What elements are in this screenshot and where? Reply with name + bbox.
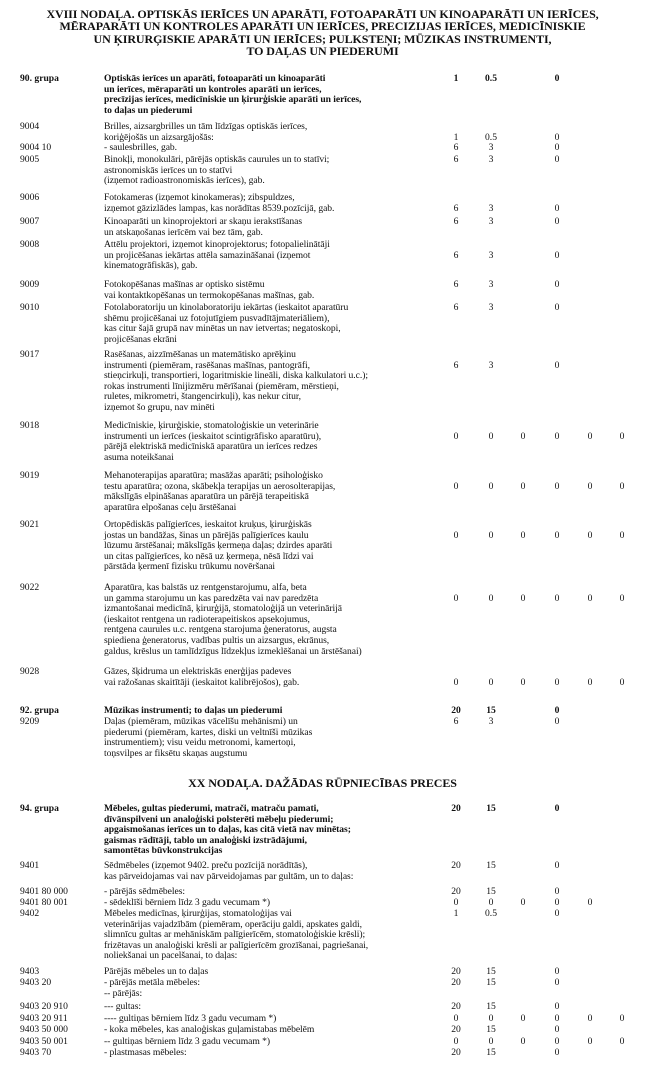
description-line: (izņemot radioastronomiskās ierīces), gab. (104, 175, 265, 187)
duty-rate-col-5: 0 (587, 1036, 593, 1047)
item-description (104, 155, 436, 187)
duty-rate-col-2: 0 (488, 676, 494, 688)
duty-rate-col-4: 0 (554, 977, 560, 988)
duty-rate-col-1: 20 (451, 860, 461, 871)
item-description (104, 240, 436, 272)
description-line: -- pārējās: (104, 988, 143, 999)
tariff-code: 9403 50 001 (20, 1036, 68, 1047)
item-description (104, 887, 436, 898)
duty-rate-col-1: 20 (451, 705, 461, 716)
description-line: Optiskās ierīces un aparāti, fotoaparāti un kinoaparāti (104, 73, 326, 84)
duty-rate-col-1: 20 (451, 1024, 461, 1035)
description-line: ---- gultiņas bērniem līdz 3 gadu vecumam *) (104, 1013, 277, 1024)
description-line: gaismas rādītāji, tablo un analoģiski izstrādājumi, (104, 834, 307, 846)
duty-rate-col-2: 3 (488, 359, 494, 371)
description-line: izņemot šo grupu, nav minēti (104, 401, 215, 413)
duty-rate-col-4: 0 (554, 73, 560, 84)
duty-rate-col-4: 0 (554, 480, 560, 492)
chapter-20-heading (10, 777, 635, 789)
duty-rate-col-1: 1 (453, 131, 459, 143)
description-line: - koka mēbeles, kas analoģiskas guļamistabas mēbelēm (104, 1024, 315, 1035)
description-line: Fotokopēšanas mašīnas ar optisko sistēmu (104, 279, 265, 290)
description-line: stieņcirkuļi, transportieri, logaritmiskie lineāli, diska kalkulatori u.c.); (104, 370, 368, 382)
item-description (104, 280, 436, 301)
duty-rate-col-6: 0 (619, 430, 625, 442)
description-line: instrumenti un ierīces (ieskaitot scintigrāfisko aparatūru), (104, 430, 322, 442)
duty-rate-col-4: 0 (554, 897, 560, 908)
duty-rate-col-2: 0 (488, 1013, 494, 1024)
description-line: kas citur šajā grupā nav minētas un nav ietvertas; negatoskopi, (104, 323, 341, 335)
heading-line: XX NODAĻA. DAŽĀDAS RŪPNIECĪBAS PRECES (188, 776, 457, 790)
duty-rate-col-1: 0 (453, 480, 459, 492)
description-line: aparatūra elpošanas ceļu ārstēšanai (104, 501, 237, 513)
duty-rate-col-1: 20 (451, 966, 461, 977)
tariff-code: 9028 (20, 666, 40, 677)
item-description (104, 1048, 436, 1059)
tariff-code: 9006 (20, 192, 40, 203)
duty-rate-col-4: 0 (554, 202, 560, 214)
tariff-code: 9403 20 911 (20, 1013, 68, 1024)
item-description (104, 1037, 436, 1048)
duty-rate-col-4: 0 (554, 705, 560, 716)
duty-rate-col-2: 15 (486, 977, 496, 988)
duty-rate-col-4: 0 (554, 886, 560, 897)
description-line: noliekšanai un pacelšanai, to daļas: (104, 950, 238, 962)
tariff-code: 9022 (20, 582, 40, 593)
duty-rate-col-4: 0 (554, 216, 560, 227)
tariff-code: 9017 (20, 349, 40, 360)
duty-rate-col-4: 0 (554, 279, 560, 290)
duty-rate-col-1: 0 (453, 1036, 459, 1047)
item-description (104, 122, 436, 143)
item-description (104, 967, 436, 978)
item-description (104, 989, 436, 1000)
duty-rate-col-6: 0 (619, 480, 625, 492)
duty-rate-col-4: 0 (554, 676, 560, 688)
tariff-code: 9403 50 000 (20, 1024, 68, 1035)
description-line: testu aparatūra; ozona, skābekļa terapijas un aerosolterapijas, (104, 480, 336, 492)
duty-rate-col-4: 0 (554, 430, 560, 442)
description-line: precīzijas ierīces, medicīniskie un ķirurģiskie aparāti un ierīces, (104, 94, 362, 106)
duty-rate-col-4: 0 (554, 716, 560, 727)
description-line: un ierīces, mēraparāti un kontroles aparāti un ierīces, (104, 83, 322, 95)
description-line: instrumentiem); visu veidu metronomi, kamertoņi, (104, 737, 296, 749)
duty-rate-col-1: 20 (451, 1047, 461, 1058)
description-line: lūzumu ārstēšanai; mākslīgās ķermeņa daļas; dzirdes aparāti (104, 540, 333, 552)
tariff-code: 92. grupa (20, 705, 59, 716)
duty-rate-col-2: 3 (488, 302, 494, 313)
duty-rate-col-1: 20 (451, 803, 461, 814)
description-line: Attēlu projektori, izņemot kinoprojektorus; fotopalielinātāji (104, 239, 330, 250)
description-line: samontētas būvkonstrukcijas (104, 845, 223, 857)
item-description (104, 1014, 436, 1025)
item-description (104, 667, 436, 688)
tariff-code: 9403 (20, 966, 40, 977)
duty-rate-col-5: 0 (587, 592, 593, 604)
duty-rate-col-4: 0 (554, 803, 560, 814)
duty-rate-col-4: 0 (554, 154, 560, 165)
item-description (104, 804, 436, 857)
duty-rate-col-1: 6 (453, 249, 459, 261)
tariff-code: 9009 (20, 279, 40, 290)
description-line: to daļas un piederumi (104, 104, 193, 116)
tariff-code: 94. grupa (20, 803, 59, 814)
duty-rate-col-1: 1 (453, 908, 459, 919)
tariff-code: 9004 (20, 121, 40, 132)
item-description (104, 1025, 436, 1036)
item-description (104, 706, 436, 717)
duty-rate-col-2: 3 (488, 249, 494, 261)
duty-rate-col-2: 3 (488, 279, 494, 290)
duty-rate-col-1: 20 (451, 886, 461, 897)
duty-rate-col-3: 0 (520, 1013, 526, 1024)
chapter-18-heading (10, 8, 635, 58)
duty-rate-col-5: 0 (587, 897, 593, 908)
duty-rate-col-2: 3 (488, 142, 494, 153)
duty-rate-col-3: 0 (520, 529, 526, 541)
tariff-code: 9019 (20, 470, 40, 481)
duty-rate-col-4: 0 (554, 1024, 560, 1035)
description-line: Kinoaparāti un kinoprojektori ar skaņu ierakstīšanas (104, 216, 303, 227)
duty-rate-col-3: 0 (520, 676, 526, 688)
duty-rate-col-2: 15 (486, 803, 496, 814)
description-line: Mēbeles, gultas piederumi, matrači, matraču pamati, (104, 803, 319, 814)
description-line: rokas instrumenti līnijizmēru mērīšanai (piemēram, mērstieņi, (104, 380, 339, 392)
description-line: kinematogrāfiskās), gab. (104, 260, 198, 272)
description-line: un atskaņošanas ierīcēm vai bez tām, gab. (104, 226, 263, 238)
description-line: un gamma starojumu un kas paredzēta vai nav paredzēta (104, 592, 319, 604)
item-description (104, 520, 436, 573)
tariff-code: 9401 (20, 860, 40, 871)
description-line: - pārējās metāla mēbeles: (104, 977, 200, 988)
description-line: veterinārijas vajadzībām (piemēram, operāciju galdi, apskates galdi, (104, 918, 362, 930)
description-line: Medicīniskie, ķirurģiskie, stomatoloģiskie un veterinārie (104, 420, 319, 431)
tariff-code: 9018 (20, 420, 40, 431)
description-line: instrumenti (piemēram, rasēšanas mašīnas, pantogrāfi, (104, 359, 310, 371)
duty-rate-col-2: 0 (488, 897, 494, 908)
duty-rate-col-5: 0 (587, 480, 593, 492)
description-line: piederumi (piemēram, kartes, diski un veltnīši mūzikas (104, 726, 313, 738)
duty-rate-col-4: 0 (554, 1001, 560, 1012)
duty-rate-col-4: 0 (554, 908, 560, 919)
duty-rate-col-5: 0 (587, 430, 593, 442)
description-line: koriģējošās un aizsargājošās: (104, 131, 214, 143)
description-line: Aparatūra, kas balstās uz rentgenstarojumu, alfa, beta (104, 582, 307, 593)
description-line: kas pārveidojamas vai nav pārveidojamas par gultām, un to daļas: (104, 870, 354, 882)
duty-rate-col-1: 0 (453, 1013, 459, 1024)
duty-rate-col-3: 0 (520, 480, 526, 492)
description-line: frizētavas un analoģiski krēsli ar palīgierīcēm grozīšanai, pagriešanai, (104, 939, 369, 951)
duty-rate-col-5: 0 (587, 676, 593, 688)
duty-rate-col-2: 0 (488, 592, 494, 604)
item-description (104, 303, 436, 345)
duty-rate-col-2: 15 (486, 1024, 496, 1035)
duty-rate-col-1: 6 (453, 154, 459, 165)
duty-rate-col-4: 0 (554, 1047, 560, 1058)
description-line: un citas palīgierīces, ko nēsā uz ķermeņa, nēsā līdzi vai (104, 550, 314, 562)
duty-rate-col-1: 0 (453, 676, 459, 688)
description-line: Mēbeles medicīnas, ķirurģijas, stomatoloģijas vai (104, 908, 292, 919)
description-line: Brilles, aizsargbrilles un tām līdzīgas optiskās ierīces, (104, 121, 308, 132)
duty-rate-col-1: 6 (453, 302, 459, 313)
description-line: --- gultas: (104, 1001, 142, 1012)
description-line: shēmu projicēšanai uz fotojutīgiem pusvadītājmateriāliem), (104, 312, 330, 324)
item-description (104, 583, 436, 657)
description-line: Rasēšanas, aizzīmēšanas un matemātisko aprēķinu (104, 349, 296, 360)
duty-rate-col-2: 15 (486, 705, 496, 716)
description-line: Mūzikas instrumenti; to daļas un piederumi (104, 705, 283, 716)
description-line: rentgena caurules u.c. rentgena starojuma ģeneratorus, augsta (104, 624, 337, 636)
duty-rate-col-1: 6 (453, 716, 459, 727)
duty-rate-col-2: 15 (486, 860, 496, 871)
description-line: projicēšanas ekrāni (104, 333, 177, 345)
duty-rate-col-2: 0 (488, 529, 494, 541)
duty-rate-col-4: 0 (554, 529, 560, 541)
description-line: apgaismošanas ierīces un to daļas, kas citā vietā nav minētas; (104, 824, 351, 836)
description-line: -- gultiņas bērniem līdz 3 gadu vecumam *) (104, 1036, 271, 1047)
duty-rate-col-2: 0.5 (485, 73, 497, 84)
duty-rate-col-5: 0 (587, 1013, 593, 1024)
duty-rate-col-2: 3 (488, 216, 494, 227)
duty-rate-col-1: 0 (453, 529, 459, 541)
tariff-code: 9007 (20, 216, 40, 227)
description-line: mākslīgās elpināšanas aparatūra un pārējā terapeitiskā (104, 491, 309, 503)
tariff-code: 9005 (20, 154, 40, 165)
description-line: izņemot gāzizlādes lampas, kas norādītas 8539.pozīcijā, gab. (104, 202, 335, 214)
description-line: Fotolaboratoriju un kinolaboratoriju iekārtas (ieskaitot aparatūru (104, 302, 349, 313)
item-description (104, 74, 436, 116)
heading-line: MĒRAPARĀTI UN KONTROLES APARĀTI UN IERĪCES, PRECIZIJAS IERĪCES, MEDICĪNISKIE (59, 19, 586, 34)
duty-rate-col-4: 0 (554, 966, 560, 977)
description-line: Binokļi, monokulāri, pārējās optiskās caurules un to statīvi; (104, 154, 330, 165)
duty-rate-col-2: 0 (488, 1036, 494, 1047)
item-description (104, 471, 436, 513)
heading-line: UN ĶIRURĢISKIE APARĀTI UN IERĪCES; PULKSTEŅI; MŪZIKAS INSTRUMENTI, (93, 31, 552, 46)
duty-rate-col-3: 0 (520, 897, 526, 908)
description-line: - sēdeklīši bērniem līdz 3 gadu vecumam *) (104, 897, 271, 908)
tariff-code: 9209 (20, 716, 40, 727)
duty-rate-col-1: 0 (453, 592, 459, 604)
duty-rate-col-2: 0.5 (485, 908, 497, 919)
description-line: izmantošanai medicīnā, ķirurģijā, stomatoloģijā un veterinārijā (104, 603, 342, 615)
duty-rate-col-1: 20 (451, 1001, 461, 1012)
item-description (104, 350, 436, 414)
tariff-code: 9401 80 001 (20, 897, 68, 908)
description-line: jostas un bandāžas, šinas un pārējās palīgierīces kaulu (104, 529, 309, 541)
duty-rate-col-4: 0 (554, 131, 560, 143)
description-line: vai kontaktkopēšanas un termokopēšanas mašīnas, gab. (104, 289, 315, 301)
description-line: ruletes, mikrometri, štangencirkuļi), kas nekur citur, (104, 391, 301, 403)
duty-rate-col-6: 0 (619, 1036, 625, 1047)
duty-rate-col-1: 20 (451, 977, 461, 988)
duty-rate-col-3: 0 (520, 592, 526, 604)
duty-rate-col-4: 0 (554, 592, 560, 604)
duty-rate-col-4: 0 (554, 249, 560, 261)
description-line: toņsvilpes ar fiksētu skaņas augstumu (104, 747, 248, 759)
duty-rate-col-3: 0 (520, 430, 526, 442)
item-description (104, 143, 436, 154)
duty-rate-col-2: 0 (488, 430, 494, 442)
item-description (104, 217, 436, 238)
description-line: Sēdmēbeles (izņemot 9402. preču pozīcijā norādītās), (104, 860, 308, 871)
duty-rate-col-2: 15 (486, 886, 496, 897)
description-line: astronomiskās ierīces un to statīvi (104, 164, 233, 176)
description-line: spiediena ģeneratorus, vadības pultis un aizsargus, ekrānus, (104, 634, 330, 646)
description-line: Ortopēdiskās palīgierīces, ieskaitot kruķus, ķirurģiskās (104, 519, 312, 530)
description-line: Gāzes, šķidruma un elektriskās enerģijas padeves (104, 666, 292, 677)
duty-rate-col-6: 0 (619, 676, 625, 688)
duty-rate-col-4: 0 (554, 142, 560, 153)
heading-line: TO DAĻAS UN PIEDERUMI (246, 44, 399, 59)
duty-rate-col-1: 6 (453, 142, 459, 153)
duty-rate-col-1: 0 (453, 430, 459, 442)
description-line: Mehanoterapijas aparatūra; masāžas aparāti; psiholoģisko (104, 470, 323, 481)
tariff-code: 9010 (20, 302, 40, 313)
tariff-code: 9401 80 000 (20, 886, 68, 897)
duty-rate-col-1: 6 (453, 216, 459, 227)
duty-rate-col-2: 3 (488, 154, 494, 165)
duty-rate-col-6: 0 (619, 1013, 625, 1024)
description-line: galdus, krēslus un tamlīdzīgus līdzekļus izmeklēšanai un ārstēšanai) (104, 645, 362, 657)
duty-rate-col-1: 0 (453, 897, 459, 908)
duty-rate-col-2: 15 (486, 1047, 496, 1058)
tariff-code: 9403 20 910 (20, 1001, 68, 1012)
tariff-code: 9403 20 (20, 977, 52, 988)
item-description (104, 1002, 436, 1013)
duty-rate-col-2: 3 (488, 716, 494, 727)
item-description (104, 193, 436, 214)
duty-rate-col-4: 0 (554, 860, 560, 871)
tariff-code: 9008 (20, 239, 40, 250)
item-description (104, 978, 436, 989)
tariff-code: 90. grupa (20, 73, 59, 84)
tariff-code: 9021 (20, 519, 40, 530)
duty-rate-col-2: 15 (486, 966, 496, 977)
description-line: - pārējās sēdmēbeles: (104, 886, 185, 897)
duty-rate-col-1: 1 (453, 73, 459, 84)
description-line: pārējā elektriskā medicīniskā aparatūra un ierīces redzes (104, 441, 318, 453)
description-line: Daļas (piemēram, mūzikas vācelīšu mehānismi) un (104, 716, 298, 727)
heading-line: XVIII NODAĻA. OPTISKĀS IERĪCES UN APARĀTI, FOTOAPARĀTI UN KINOAPARĀTI UN IERĪCES, (46, 7, 599, 21)
tariff-code: 9004 10 (20, 142, 52, 153)
tariff-code: 9402 (20, 908, 40, 919)
tariff-code: 9403 70 (20, 1047, 52, 1058)
description-line: Fotokameras (izņemot kinokameras); zibspuldzes, (104, 192, 295, 203)
duty-rate-col-6: 0 (619, 529, 625, 541)
item-description (104, 861, 436, 882)
duty-rate-col-3: 0 (520, 1036, 526, 1047)
duty-rate-col-6: 0 (619, 592, 625, 604)
item-description (104, 717, 436, 759)
item-description (104, 909, 436, 962)
duty-rate-col-4: 0 (554, 302, 560, 313)
description-line: vai ražošanas skaitītāji (ieskaitot kalibrējošos), gab. (104, 676, 300, 688)
duty-rate-col-5: 0 (587, 529, 593, 541)
description-line: Pārējās mēbeles un to daļas (104, 966, 209, 977)
duty-rate-col-4: 0 (554, 1013, 560, 1024)
duty-rate-col-2: 3 (488, 202, 494, 214)
description-line: - saulesbrilles, gab. (104, 142, 178, 153)
description-line: pārstāda ķermenī fizisku trūkumu novēršanai (104, 561, 276, 573)
description-line: dīvānspilveni un analoģiski polsterēti mēbeļu piederumi; (104, 813, 334, 825)
description-line: (ieskaitot rentgena un radioterapeitiskos apsekojumus, (104, 613, 310, 625)
duty-rate-col-1: 6 (453, 359, 459, 371)
duty-rate-col-1: 6 (453, 202, 459, 214)
description-line: un projicēšanas iekārtas attēla samazināšanai (izņemot (104, 249, 311, 261)
description-line: - plastmasas mēbeles: (104, 1047, 187, 1058)
duty-rate-col-4: 0 (554, 359, 560, 371)
duty-rate-col-2: 0 (488, 480, 494, 492)
item-description (104, 421, 436, 463)
description-line: slimnīcu gultas ar mehāniskām palīgierīcēm, stomatoloģiskie krēsli); (104, 929, 366, 941)
duty-rate-col-2: 0.5 (485, 131, 497, 143)
duty-rate-col-1: 6 (453, 279, 459, 290)
description-line: asuma noteikšanai (104, 451, 174, 463)
duty-rate-col-2: 15 (486, 1001, 496, 1012)
duty-rate-col-4: 0 (554, 1036, 560, 1047)
item-description (104, 898, 436, 909)
